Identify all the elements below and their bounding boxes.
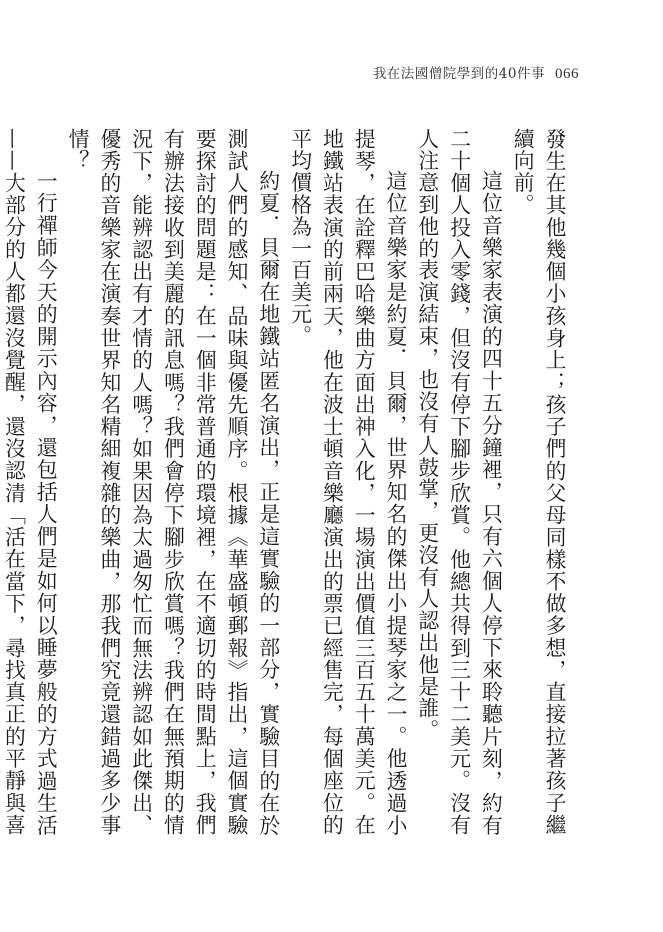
paragraph-continuation: 發生在其他幾個小孩身上；孩子們的父母同樣不做多想，直接拉著孩子繼續向前。	[510, 128, 566, 836]
paragraph: 約夏．貝爾在地鐵站匿名演出，正是這實驗的一部分，實驗目的在於測試人們的感知、品味與優先順序。根據《華盛頓郵報》指出，這個實驗要探討的問題是：在一個非常普通的環境裡，在不適切的時間點上，我們有辦法接收到美麗的訊息嗎？我們會停下腳步欣賞嗎？我們在無預期的情況下，能辨認出有才情的人嗎？如果因為太過匆忙而無法辨認如此傑出、優秀的音樂家在演奏世界知名精細複雜的樂曲，那我們究竟還錯過多少事情？	[65, 128, 280, 836]
body-text	[1, 128, 569, 836]
page-number: 066	[555, 66, 579, 82]
paragraph: 這位音樂家是約夏．貝爾，世界知名的傑出小提琴家之一。他透過小提琴，在詮釋巴哈樂曲方面出神入化，一場演出價值三百五十萬美元。在地鐵站表演的前兩天，他在波士頓音樂廳演出的票已經售完，每個座位的平均價格為一百美元。	[287, 128, 408, 836]
running-header	[373, 62, 579, 83]
paragraph: 這位音樂家表演的四十五分鐘裡，只有六個人停下來聆聽片刻，約有二十個人投入零錢，但沒有停下腳步欣賞。他總共得到三十二美元。沒有人注意到他的表演結束，也沒有人鼓掌，更沒有人認出他是誰。	[414, 128, 503, 836]
paragraph: 一行禪師今天的開示內容，還包括人們是如何以睡夢般的方式過生活——大部分的人都還沒覺醒，還沒認清「活在當下，尋找真正的平靜與喜	[1, 128, 58, 836]
book-title: 我在法國僧院學到的40件事	[372, 66, 545, 82]
